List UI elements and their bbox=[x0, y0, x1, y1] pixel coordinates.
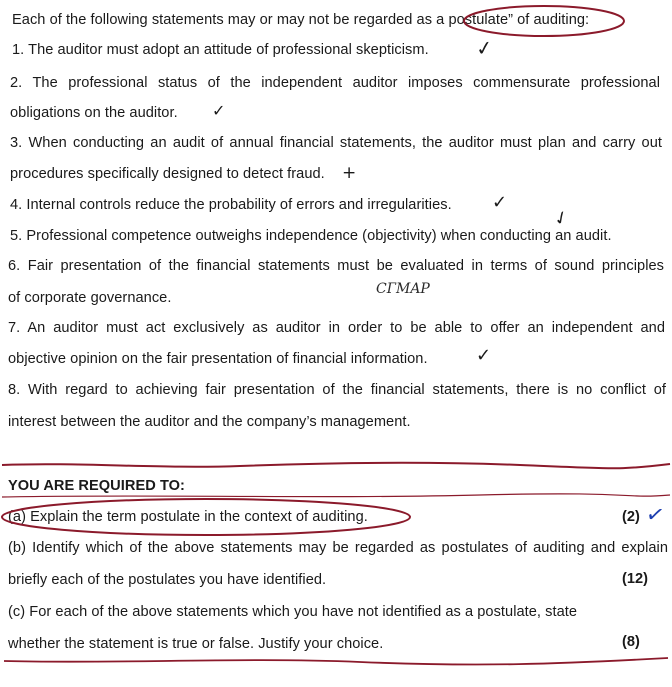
required-a-marks: (2) bbox=[622, 509, 640, 525]
required-heading bbox=[8, 478, 185, 494]
statement-3-text-b: procedures specifically designed to detect fraud. bbox=[10, 166, 325, 182]
statement-2-text-a: 2. The professional status of the independent auditor imposes commensurate professional bbox=[10, 75, 660, 91]
required-c-line-2 bbox=[8, 636, 383, 652]
required-a bbox=[8, 509, 368, 525]
intro-line bbox=[12, 12, 589, 28]
statement-5-text: 5. Professional competence outweighs independence (objectivity) when conducting an audit. bbox=[10, 228, 612, 244]
statement-2-line-1 bbox=[10, 75, 660, 91]
statement-8-text-b: interest between the auditor and the company’s management. bbox=[8, 414, 411, 430]
required-b-line-1 bbox=[8, 540, 668, 556]
required-c-marks: (8) bbox=[622, 634, 640, 650]
statement-8-line-2 bbox=[8, 414, 411, 430]
check-mark-4: ✓ bbox=[492, 192, 508, 213]
statement-7-line-2 bbox=[8, 351, 428, 367]
bottom-underline-ink bbox=[4, 658, 668, 665]
statement-2-text-b: obligations on the auditor. bbox=[10, 105, 178, 121]
check-mark-7: ✓ bbox=[476, 345, 492, 366]
statement-6-line-2 bbox=[8, 290, 171, 306]
statement-3-line-2 bbox=[10, 166, 325, 182]
statement-5 bbox=[10, 228, 612, 244]
statement-6-text-b: of corporate governance. bbox=[8, 290, 172, 306]
statement-3-text-a: 3. When conducting an audit of annual financial statements, the auditor must plan and carry out bbox=[10, 135, 662, 151]
required-a-text: (a) Explain the term postulate in the context of auditing. bbox=[8, 509, 368, 525]
intro-prefix: Each of the following statements may or may not be regarded as a bbox=[12, 12, 449, 28]
check-mark-a: ✓ bbox=[643, 501, 667, 530]
statement-7-text-a: 7. An auditor must act exclusively as auditor in order to be able to offer an independent and bbox=[8, 320, 665, 336]
handwritten-note: CГMAP bbox=[376, 281, 430, 297]
statement-3-line-1 bbox=[10, 135, 662, 151]
statement-1 bbox=[12, 42, 429, 58]
statement-8-line-1 bbox=[8, 382, 666, 398]
required-b-line-2 bbox=[8, 572, 326, 588]
required-c-text-b: whether the statement is true or false. Justify your choice. bbox=[8, 636, 384, 652]
statement-4 bbox=[10, 197, 452, 213]
required-b-text-b: briefly each of the postulates you have identified. bbox=[8, 572, 327, 588]
check-mark-5: ✓ bbox=[550, 205, 573, 232]
statement-7-text-b: objective opinion on the fair presentation of financial information. bbox=[8, 351, 428, 367]
intro-circled-term: postulate” of auditing: bbox=[448, 12, 590, 28]
required-c-text-a: (c) For each of the above statements which you have not identified as a postulate, state bbox=[8, 604, 578, 620]
cross-mark-3: + bbox=[342, 163, 357, 183]
statement-4-text: 4. Internal controls reduce the probability of errors and irregularities. bbox=[10, 197, 452, 213]
required-c-line-1 bbox=[8, 604, 577, 620]
statement-8-text-a: 8. With regard to achieving fair presentation of the financial statements, there is no conflict of bbox=[8, 382, 666, 398]
required-b-marks: (12) bbox=[622, 571, 648, 587]
statement-7-line-1 bbox=[8, 320, 665, 336]
check-mark-2: ✓ bbox=[212, 101, 226, 120]
required-heading-text: YOU ARE REQUIRED TO: bbox=[8, 478, 185, 494]
statement-1-text: 1. The auditor must adopt an attitude of professional skepticism. bbox=[12, 42, 429, 58]
check-mark-1: ✓ bbox=[474, 34, 495, 62]
statement-6-line-1 bbox=[8, 258, 664, 274]
statement-6-text-a: 6. Fair presentation of the financial statements must be evaluated in terms of sound principles bbox=[8, 258, 664, 274]
statement-2-line-2 bbox=[10, 105, 178, 121]
heading-separator-ink bbox=[2, 494, 670, 497]
separator-underline-ink bbox=[2, 463, 670, 468]
required-b-text-a: (b) Identify which of the above statements may be regarded as postulates of auditing and explain bbox=[8, 540, 668, 556]
